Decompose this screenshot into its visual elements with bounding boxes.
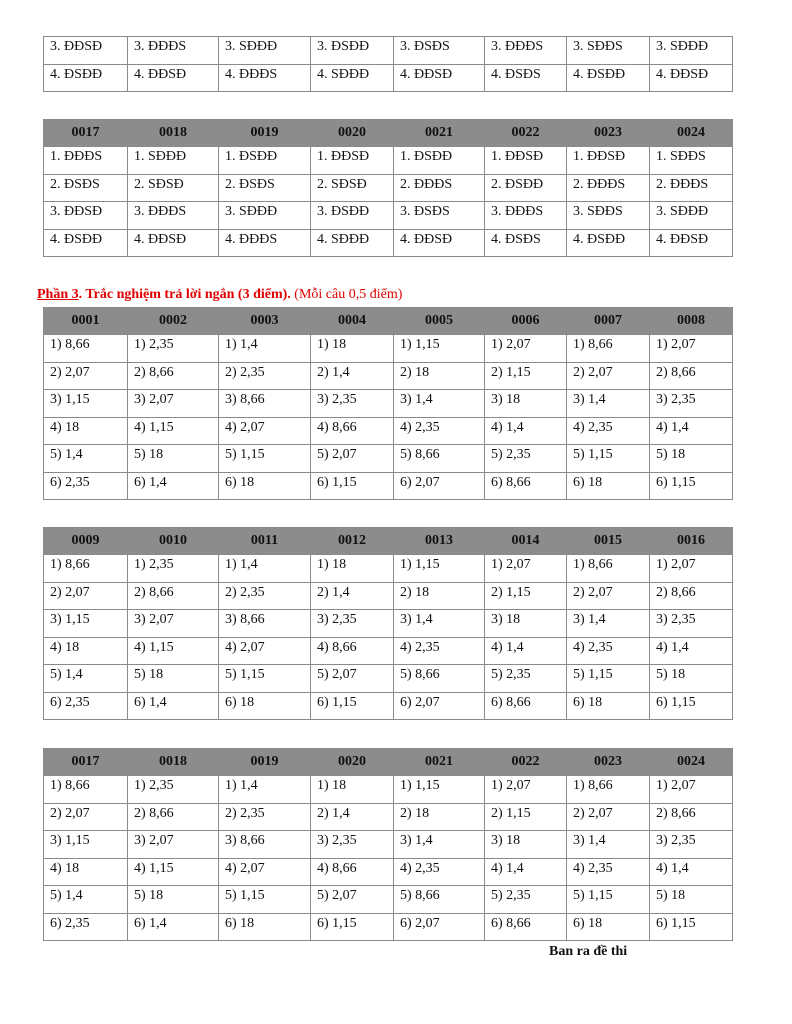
answer-cell: 3) 1,15 — [44, 390, 128, 418]
answer-cell: 3) 8,66 — [219, 610, 311, 638]
answer-cell: 6) 2,07 — [394, 472, 485, 500]
answer-cell: 3) 18 — [485, 610, 567, 638]
column-header-exam-code: 0023 — [567, 120, 650, 147]
answer-cell: 6) 2,35 — [44, 913, 128, 941]
table-row — [44, 555, 733, 583]
answer-cell: 3) 18 — [485, 831, 567, 859]
table-row — [44, 886, 733, 914]
answer-cell: 4) 1,4 — [485, 637, 567, 665]
answer-cell: 1. ĐĐĐS — [44, 147, 128, 175]
answer-cell: 3) 1,4 — [394, 610, 485, 638]
column-header-exam-code: 0021 — [394, 749, 485, 776]
answer-cell: 4) 1,15 — [128, 858, 219, 886]
answer-cell: 4) 1,4 — [485, 417, 567, 445]
table-row — [44, 390, 733, 418]
answer-cell: 3) 2,35 — [650, 610, 733, 638]
answer-cell: 5) 18 — [650, 886, 733, 914]
answer-cell: 6) 18 — [219, 913, 311, 941]
answer-cell: 2) 2,35 — [219, 803, 311, 831]
table-row — [44, 362, 733, 390]
answer-cell: 3. SĐĐS — [567, 37, 650, 65]
answer-cell: 3) 2,07 — [128, 610, 219, 638]
table-row — [44, 776, 733, 804]
part2-answer-table-partial — [43, 36, 733, 92]
answer-cell: 2. ĐSĐS — [44, 174, 128, 202]
table-row — [44, 858, 733, 886]
answer-cell: 4) 8,66 — [311, 858, 394, 886]
answer-cell: 4. ĐĐSĐ — [650, 229, 733, 257]
answer-cell: 4) 1,15 — [128, 417, 219, 445]
answer-cell: 3) 2,07 — [128, 390, 219, 418]
column-header-exam-code: 0019 — [219, 120, 311, 147]
answer-cell: 6) 1,15 — [650, 692, 733, 720]
part3-answer-table-0001-0008 — [43, 307, 733, 500]
answer-cell: 6) 18 — [567, 472, 650, 500]
answer-cell: 6) 1,15 — [311, 692, 394, 720]
column-header-exam-code: 0018 — [128, 120, 219, 147]
answer-cell: 1) 2,07 — [485, 555, 567, 583]
answer-cell: 2) 18 — [394, 803, 485, 831]
table-header — [44, 308, 733, 335]
answer-cell: 2) 2,07 — [567, 362, 650, 390]
answer-cell: 4. SĐĐĐ — [311, 229, 394, 257]
answer-cell: 5) 1,15 — [567, 445, 650, 473]
answer-cell: 2) 1,4 — [311, 803, 394, 831]
answer-cell: 3. ĐSĐS — [394, 202, 485, 230]
answer-cell: 4. ĐSĐS — [485, 64, 567, 92]
answer-cell: 2) 8,66 — [650, 803, 733, 831]
column-header-exam-code: 0002 — [128, 308, 219, 335]
table-body — [44, 37, 733, 92]
answer-cell: 2) 8,66 — [128, 803, 219, 831]
answer-cell: 2) 2,35 — [219, 362, 311, 390]
column-header-exam-code: 0023 — [567, 749, 650, 776]
column-header-exam-code: 0009 — [44, 528, 128, 555]
answer-cell: 1) 2,35 — [128, 335, 219, 363]
header-row — [44, 749, 733, 776]
answer-cell: 4) 2,35 — [567, 637, 650, 665]
answer-cell: 3. ĐĐSĐ — [44, 202, 128, 230]
table-row — [44, 692, 733, 720]
answer-cell: 4. ĐĐĐS — [219, 229, 311, 257]
answer-cell: 1) 2,07 — [650, 555, 733, 583]
answer-cell: 5) 2,07 — [311, 886, 394, 914]
answer-cell: 4. ĐĐĐS — [219, 64, 311, 92]
answer-cell: 5) 18 — [128, 886, 219, 914]
answer-cell: 6) 18 — [567, 913, 650, 941]
answer-cell: 1. ĐĐSĐ — [485, 147, 567, 175]
table-row — [44, 64, 733, 92]
table-body — [44, 555, 733, 720]
answer-cell: 4) 2,35 — [394, 858, 485, 886]
answer-cell: 6) 2,35 — [44, 472, 128, 500]
answer-cell: 4) 1,4 — [650, 858, 733, 886]
part3-label: Phần 3 — [37, 287, 79, 302]
answer-cell: 3) 1,4 — [567, 610, 650, 638]
part2-answer-table-0017-0024 — [43, 119, 733, 257]
answer-cell: 4) 8,66 — [311, 417, 394, 445]
answer-cell: 1) 2,35 — [128, 776, 219, 804]
column-header-exam-code: 0018 — [128, 749, 219, 776]
answer-cell: 2. ĐĐĐS — [394, 174, 485, 202]
answer-cell: 2. SĐSĐ — [311, 174, 394, 202]
answer-cell: 2) 2,07 — [567, 803, 650, 831]
answer-cell: 6) 2,07 — [394, 692, 485, 720]
answer-cell: 3) 2,35 — [311, 610, 394, 638]
column-header-exam-code: 0024 — [650, 749, 733, 776]
answer-cell: 2. ĐĐĐS — [650, 174, 733, 202]
answer-cell: 5) 8,66 — [394, 886, 485, 914]
answer-cell: 3. ĐĐĐS — [128, 37, 219, 65]
column-header-exam-code: 0017 — [44, 120, 128, 147]
answer-cell: 3. ĐSĐĐ — [311, 202, 394, 230]
answer-cell: 5) 8,66 — [394, 445, 485, 473]
table-row — [44, 610, 733, 638]
answer-cell: 3) 8,66 — [219, 390, 311, 418]
table-row — [44, 913, 733, 941]
table-body — [44, 335, 733, 500]
table-row — [44, 147, 733, 175]
answer-cell: 3) 1,4 — [394, 390, 485, 418]
answer-cell: 4) 1,4 — [650, 417, 733, 445]
answer-cell: 2) 1,15 — [485, 803, 567, 831]
answer-cell: 4. ĐĐSĐ — [394, 229, 485, 257]
column-header-exam-code: 0024 — [650, 120, 733, 147]
answer-cell: 3. SĐĐĐ — [650, 37, 733, 65]
answer-cell: 3) 2,35 — [650, 390, 733, 418]
answer-cell: 5) 8,66 — [394, 665, 485, 693]
answer-cell: 1) 8,66 — [567, 555, 650, 583]
answer-cell: 3. ĐĐĐS — [128, 202, 219, 230]
table-row — [44, 831, 733, 859]
answer-cell: 5) 1,15 — [219, 445, 311, 473]
answer-cell: 6) 2,35 — [44, 692, 128, 720]
answer-cell: 1) 2,07 — [650, 776, 733, 804]
answer-cell: 5) 1,4 — [44, 445, 128, 473]
answer-cell: 4. ĐĐSĐ — [128, 229, 219, 257]
answer-cell: 4. ĐSĐS — [485, 229, 567, 257]
answer-cell: 1. ĐSĐĐ — [219, 147, 311, 175]
answer-cell: 2) 1,15 — [485, 582, 567, 610]
column-header-exam-code: 0014 — [485, 528, 567, 555]
answer-cell: 2. SĐSĐ — [128, 174, 219, 202]
answer-cell: 3. ĐSĐS — [394, 37, 485, 65]
answer-cell: 4) 2,07 — [219, 417, 311, 445]
answer-cell: 4) 2,07 — [219, 637, 311, 665]
answer-cell: 2) 8,66 — [650, 362, 733, 390]
answer-cell: 4. ĐSĐĐ — [44, 229, 128, 257]
answer-cell: 2) 8,66 — [650, 582, 733, 610]
column-header-exam-code: 0012 — [311, 528, 394, 555]
table-header — [44, 120, 733, 147]
answer-cell: 3. SĐĐĐ — [219, 202, 311, 230]
answer-cell: 5) 1,15 — [219, 886, 311, 914]
part3-answer-table-0017-0024 — [43, 748, 733, 941]
table-row — [44, 229, 733, 257]
answer-cell: 6) 1,4 — [128, 472, 219, 500]
column-header-exam-code: 0020 — [311, 749, 394, 776]
answer-cell: 4) 2,35 — [567, 858, 650, 886]
table-body — [44, 147, 733, 257]
answer-cell: 4. ĐĐSĐ — [650, 64, 733, 92]
answer-cell: 5) 1,15 — [219, 665, 311, 693]
answer-cell: 2. ĐĐĐS — [567, 174, 650, 202]
answer-cell: 2) 2,07 — [44, 362, 128, 390]
answer-cell: 1) 1,15 — [394, 776, 485, 804]
answer-cell: 2) 18 — [394, 362, 485, 390]
answer-cell: 4) 2,35 — [394, 637, 485, 665]
answer-cell: 2. ĐSĐS — [219, 174, 311, 202]
answer-cell: 1) 8,66 — [44, 776, 128, 804]
header-row — [44, 308, 733, 335]
answer-cell: 5) 2,35 — [485, 665, 567, 693]
part3-heading — [37, 287, 402, 303]
answer-cell: 5) 1,15 — [567, 886, 650, 914]
answer-cell: 3) 1,4 — [567, 390, 650, 418]
answer-cell: 1) 2,07 — [650, 335, 733, 363]
answer-cell: 3) 2,35 — [311, 831, 394, 859]
table-header — [44, 528, 733, 555]
column-header-exam-code: 0005 — [394, 308, 485, 335]
answer-cell: 6) 1,15 — [650, 472, 733, 500]
table-row — [44, 174, 733, 202]
answer-cell: 4) 1,4 — [485, 858, 567, 886]
answer-cell: 4) 8,66 — [311, 637, 394, 665]
answer-cell: 6) 18 — [219, 472, 311, 500]
column-header-exam-code: 0007 — [567, 308, 650, 335]
answer-cell: 1. SĐĐĐ — [128, 147, 219, 175]
answer-cell: 4) 1,4 — [650, 637, 733, 665]
answer-cell: 4) 18 — [44, 637, 128, 665]
answer-cell: 2) 2,07 — [44, 803, 128, 831]
column-header-exam-code: 0006 — [485, 308, 567, 335]
answer-cell: 1) 1,15 — [394, 555, 485, 583]
answer-cell: 1) 8,66 — [44, 555, 128, 583]
answer-cell: 6) 1,15 — [650, 913, 733, 941]
table-row — [44, 417, 733, 445]
column-header-exam-code: 0003 — [219, 308, 311, 335]
answer-cell: 3) 2,07 — [128, 831, 219, 859]
table-row — [44, 202, 733, 230]
answer-cell: 1) 1,4 — [219, 776, 311, 804]
answer-cell: 1) 8,66 — [44, 335, 128, 363]
signature-exam-board: Ban ra đề thi — [549, 944, 628, 959]
answer-cell: 2) 1,15 — [485, 362, 567, 390]
table-row — [44, 803, 733, 831]
answer-cell: 3) 2,35 — [650, 831, 733, 859]
answer-cell: 1) 18 — [311, 335, 394, 363]
answer-cell: 3) 1,15 — [44, 610, 128, 638]
answer-cell: 4. SĐĐĐ — [311, 64, 394, 92]
answer-cell: 3. SĐĐĐ — [650, 202, 733, 230]
answer-cell: 4. ĐĐSĐ — [394, 64, 485, 92]
answer-cell: 1) 18 — [311, 776, 394, 804]
column-header-exam-code: 0015 — [567, 528, 650, 555]
answer-cell: 2) 2,07 — [567, 582, 650, 610]
answer-cell: 1) 1,4 — [219, 335, 311, 363]
table-row — [44, 335, 733, 363]
answer-cell: 4. ĐSĐĐ — [567, 229, 650, 257]
answer-cell: 1. SĐĐS — [650, 147, 733, 175]
answer-cell: 2) 8,66 — [128, 362, 219, 390]
answer-cell: 4) 2,35 — [394, 417, 485, 445]
answer-cell: 5) 1,15 — [567, 665, 650, 693]
answer-cell: 3. ĐĐĐS — [485, 202, 567, 230]
column-header-exam-code: 0013 — [394, 528, 485, 555]
answer-cell: 6) 8,66 — [485, 472, 567, 500]
answer-cell: 1) 8,66 — [567, 335, 650, 363]
answer-cell: 1) 2,35 — [128, 555, 219, 583]
answer-cell: 3. SĐĐĐ — [219, 37, 311, 65]
answer-cell: 2) 1,4 — [311, 362, 394, 390]
part3-title: . Trắc nghiệm trả lời ngắn (3 điểm). — [78, 287, 291, 302]
column-header-exam-code: 0019 — [219, 749, 311, 776]
answer-cell: 5) 18 — [650, 445, 733, 473]
column-header-exam-code: 0001 — [44, 308, 128, 335]
answer-cell: 1) 1,4 — [219, 555, 311, 583]
column-header-exam-code: 0017 — [44, 749, 128, 776]
answer-cell: 1. ĐĐSĐ — [567, 147, 650, 175]
answer-cell: 1) 2,07 — [485, 335, 567, 363]
answer-cell: 4. ĐSĐĐ — [567, 64, 650, 92]
table-row — [44, 37, 733, 65]
answer-cell: 2) 2,07 — [44, 582, 128, 610]
answer-cell: 6) 1,4 — [128, 692, 219, 720]
column-header-exam-code: 0022 — [485, 120, 567, 147]
answer-cell: 2) 8,66 — [128, 582, 219, 610]
answer-cell: 1. ĐĐSĐ — [311, 147, 394, 175]
table-header — [44, 749, 733, 776]
table-row — [44, 637, 733, 665]
table-row — [44, 665, 733, 693]
answer-cell: 6) 1,15 — [311, 472, 394, 500]
answer-cell: 2) 2,35 — [219, 582, 311, 610]
column-header-exam-code: 0004 — [311, 308, 394, 335]
column-header-exam-code: 0010 — [128, 528, 219, 555]
answer-cell: 4. ĐĐSĐ — [128, 64, 219, 92]
answer-cell: 2) 18 — [394, 582, 485, 610]
answer-cell: 3) 1,15 — [44, 831, 128, 859]
answer-cell: 3) 1,4 — [567, 831, 650, 859]
answer-cell: 4) 18 — [44, 858, 128, 886]
header-row — [44, 120, 733, 147]
answer-cell: 3) 1,4 — [394, 831, 485, 859]
answer-cell: 4) 2,35 — [567, 417, 650, 445]
answer-cell: 1) 8,66 — [567, 776, 650, 804]
answer-cell: 3) 8,66 — [219, 831, 311, 859]
table-row — [44, 582, 733, 610]
answer-cell: 6) 8,66 — [485, 692, 567, 720]
answer-cell: 5) 2,07 — [311, 445, 394, 473]
column-header-exam-code: 0021 — [394, 120, 485, 147]
answer-cell: 6) 2,07 — [394, 913, 485, 941]
table-row — [44, 445, 733, 473]
answer-cell: 3. ĐĐSĐ — [44, 37, 128, 65]
answer-cell: 4) 1,15 — [128, 637, 219, 665]
answer-cell: 5) 2,35 — [485, 445, 567, 473]
answer-cell: 3) 2,35 — [311, 390, 394, 418]
answer-cell: 5) 18 — [128, 665, 219, 693]
column-header-exam-code: 0022 — [485, 749, 567, 776]
column-header-exam-code: 0020 — [311, 120, 394, 147]
answer-cell: 5) 1,4 — [44, 665, 128, 693]
answer-cell: 3. ĐSĐĐ — [311, 37, 394, 65]
answer-cell: 1) 18 — [311, 555, 394, 583]
answer-cell: 1. ĐSĐĐ — [394, 147, 485, 175]
answer-cell: 5) 2,07 — [311, 665, 394, 693]
table-row — [44, 472, 733, 500]
column-header-exam-code: 0016 — [650, 528, 733, 555]
answer-cell: 4) 2,07 — [219, 858, 311, 886]
answer-cell: 5) 18 — [128, 445, 219, 473]
answer-cell: 4. ĐSĐĐ — [44, 64, 128, 92]
answer-cell: 1) 1,15 — [394, 335, 485, 363]
answer-cell: 5) 18 — [650, 665, 733, 693]
answer-cell: 5) 2,35 — [485, 886, 567, 914]
answer-cell: 2. ĐSĐĐ — [485, 174, 567, 202]
answer-cell: 6) 8,66 — [485, 913, 567, 941]
answer-cell: 6) 18 — [567, 692, 650, 720]
answer-cell: 3. SĐĐS — [567, 202, 650, 230]
answer-cell: 5) 1,4 — [44, 886, 128, 914]
answer-cell: 4) 18 — [44, 417, 128, 445]
answer-cell: 1) 2,07 — [485, 776, 567, 804]
part3-answer-table-0009-0016 — [43, 527, 733, 720]
part3-note: (Mỗi câu 0,5 điểm) — [290, 287, 403, 302]
header-row — [44, 528, 733, 555]
column-header-exam-code: 0011 — [219, 528, 311, 555]
answer-cell: 2) 1,4 — [311, 582, 394, 610]
answer-cell: 6) 18 — [219, 692, 311, 720]
answer-cell: 6) 1,4 — [128, 913, 219, 941]
answer-cell: 3. ĐĐĐS — [485, 37, 567, 65]
answer-cell: 6) 1,15 — [311, 913, 394, 941]
table-body — [44, 776, 733, 941]
answer-cell: 3) 18 — [485, 390, 567, 418]
column-header-exam-code: 0008 — [650, 308, 733, 335]
